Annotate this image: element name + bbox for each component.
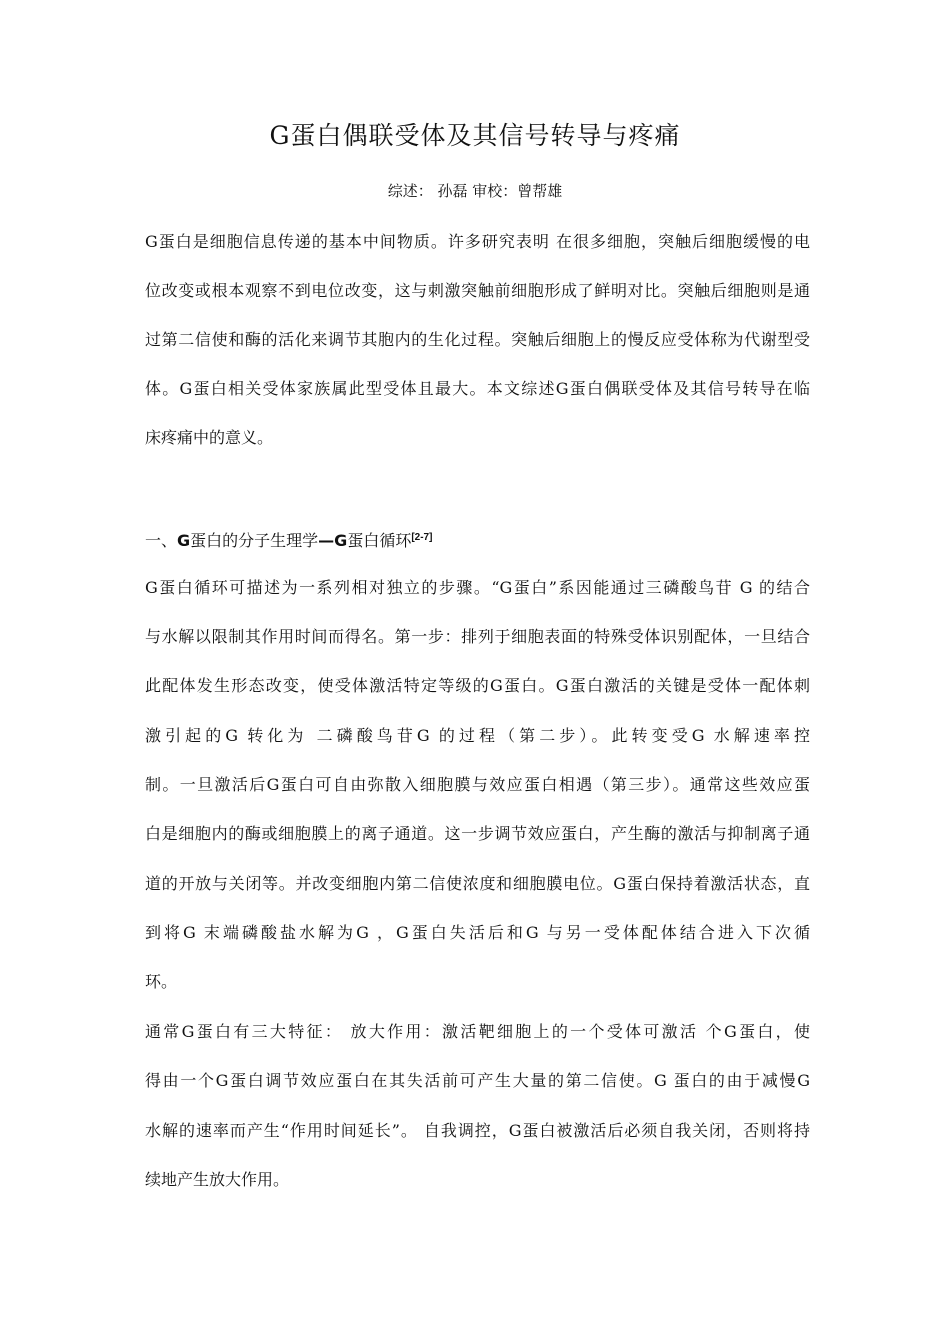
paragraph-line: 床疼痛中的意义。 (145, 428, 274, 447)
paragraph-line: G蛋白循环可描述为一系列相对独立的步骤。“G蛋白”系因能通过三磷酸鸟苷 G 的结合 (145, 578, 810, 597)
byline: 综述： 孙磊 审校：曾帮雄 (387, 182, 563, 200)
heading-text-end: 蛋白循环 (347, 531, 412, 550)
paragraph-line: 道的开放与关闭等。并改变细胞内第二信使浓度和细胞膜电位。G蛋白保持着激活状态，直 (145, 874, 810, 893)
paragraph-line: 激引起的G 转化为 二磷酸鸟苷G 的过程（第二步）。此转变受G 水解速率控 (145, 726, 810, 745)
paragraph-line: 通常G蛋白有三大特征： 放大作用：激活靶细胞上的一个受体可激活 个G蛋白，使 (145, 1022, 810, 1041)
section-heading (145, 528, 810, 551)
heading-prefix: 一、 (145, 531, 178, 550)
paragraph-line: 此配体发生形态改变，使受体激活特定等级的G蛋白。G蛋白激活的关键是受体一配体刺 (145, 676, 810, 695)
paragraph-line: 过第二信使和酶的活化来调节其胞内的生化过程。突触后细胞上的慢反应受体称为代谢型受 (145, 330, 810, 349)
paragraph-line: 水解的速率而产生“作用时间延长”。 自我调控，G蛋白被激活后必须自我关闭，否则将持 (145, 1121, 810, 1140)
heading-bold-dash-g: —G (318, 531, 348, 550)
paragraph-line: 体。G蛋白相关受体家族属此型受体且最大。本文综述G蛋白偶联受体及其信号转导在临 (145, 379, 810, 398)
paragraph-line: 环。 (145, 972, 178, 991)
paragraph-line: 到将G 末端磷酸盐水解为G ，G蛋白失活后和G 与另一受体配体结合进入下次循 (145, 923, 810, 942)
paragraph-line: 得由一个G蛋白调节效应蛋白在其失活前可产生大量的第二信使。G 蛋白的由于减慢G (145, 1071, 810, 1090)
heading-bold-g: G (177, 531, 191, 550)
paragraph-line: 白是细胞内的酶或细胞膜上的离子通道。这一步调节效应蛋白，产生酶的激活与抑制离子通 (145, 824, 810, 843)
citation-ref: [2-7] (411, 532, 433, 543)
paragraph-line: 位改变或根本观察不到电位改变，这与刺激突触前细胞形成了鲜明对比。突触后细胞则是通 (145, 281, 810, 300)
paragraph-line: 制。一旦激活后G蛋白可自由弥散入细胞膜与效应蛋白相遇（第三步）。通常这些效应蛋 (145, 775, 810, 794)
paragraph-line: 与水解以限制其作用时间而得名。第一步：排列于细胞表面的特殊受体识别配体，一旦结合 (145, 627, 810, 646)
paragraph-line: G蛋白是细胞信息传递的基本中间物质。许多研究表明 在很多细胞，突触后细胞缓慢的电 (145, 232, 810, 251)
document-title: G蛋白偶联受体及其信号转导与疼痛 (269, 121, 681, 150)
heading-text: 蛋白的分子生理学 (190, 531, 319, 550)
paragraph-line: 续地产生放大作用。 (145, 1170, 290, 1189)
